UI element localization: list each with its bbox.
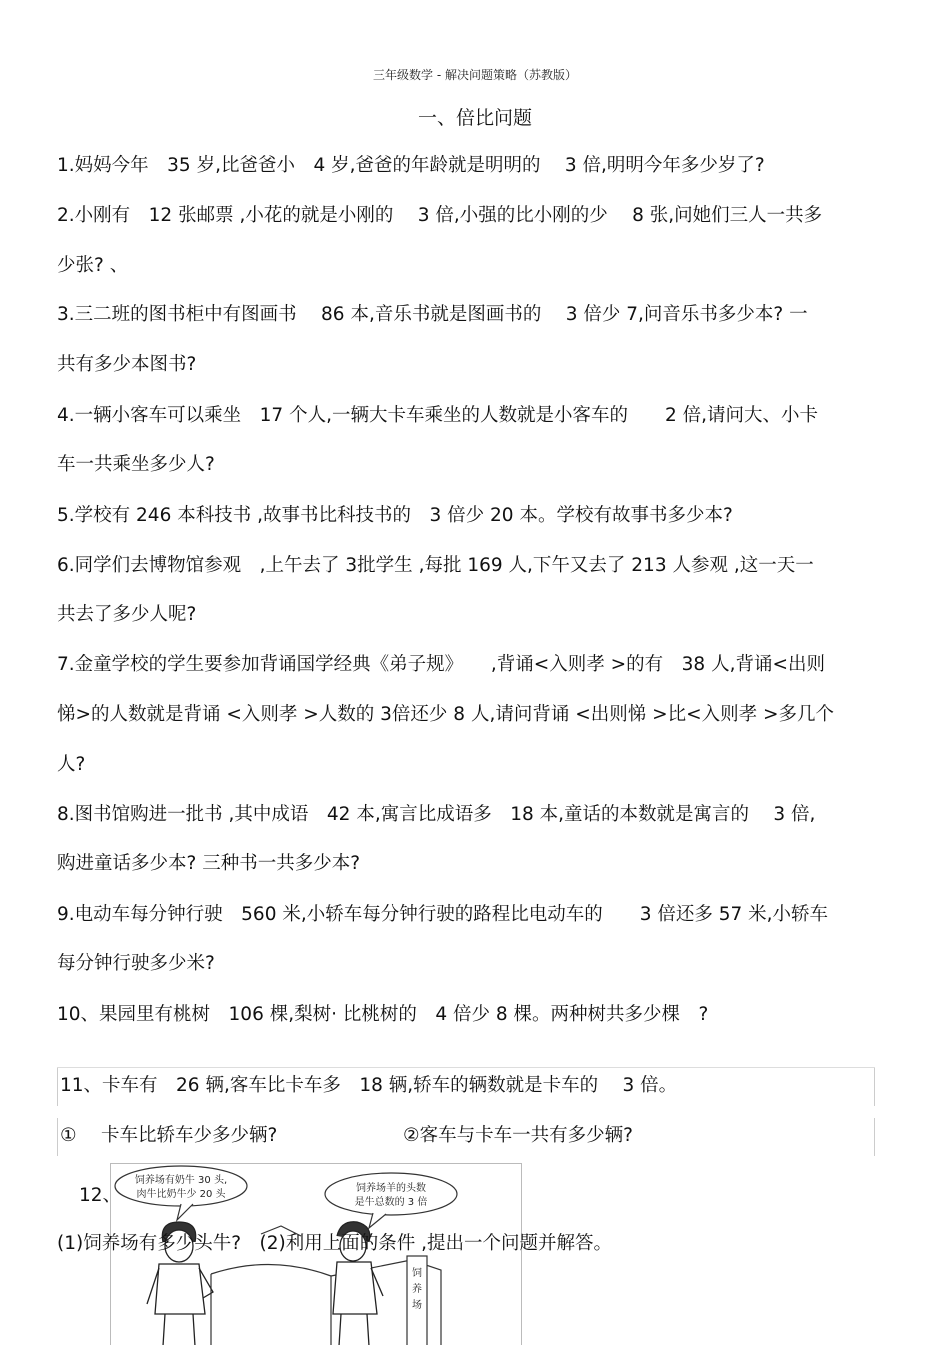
bubble-left-line-2: 肉牛比奶牛少 20 头 xyxy=(136,1189,226,1200)
problem-10-line-1: 10、果园里有桃树 106 棵,梨树· 比桃树的 4 倍少 8 棵。两种树共多少棵 ? xyxy=(57,1004,709,1025)
problem-6-line-2: 共去了多少人呢? xyxy=(57,604,197,625)
problem-5-line-1: 5.学校有 246 本科技书 ,故事书比科技书的 3 倍少 20 本。学校有故事书多少本? xyxy=(57,505,733,526)
problem-4-line-1: 4.一辆小客车可以乘坐 17 个人,一辆大卡车乘坐的人数就是小客车的 2 倍,请问大、小卡 xyxy=(57,405,818,426)
bubble-right-line-2: 是牛总数的 3 倍 xyxy=(354,1197,428,1208)
problem-2-line-2: 少张? 、 xyxy=(57,255,129,276)
bubble-right-line-1: 饲养场羊的头数 xyxy=(356,1183,426,1194)
problem-11-stem-cell xyxy=(57,1068,875,1106)
page-header: 三年级数学 - 解决问题策略（苏教版） xyxy=(373,68,577,82)
sign-char-3: 场 xyxy=(412,1300,422,1311)
problem-3-line-2: 共有多少本图书? xyxy=(57,354,197,375)
problem-8-line-1: 8.图书馆购进一批书 ,其中成语 42 本,寓言比成语多 18 本,童话的本数就是寓言的 3 倍, xyxy=(57,804,816,825)
problem-2-line-1: 2.小刚有 12 张邮票 ,小花的就是小刚的 3 倍,小强的比小刚的少 8 张,问她们三人一共多 xyxy=(57,205,823,226)
problem-11-stem: 11、卡车有 26 辆,客车比卡车多 18 辆,轿车的辆数就是卡车的 3 倍。 xyxy=(60,1075,678,1096)
problem-12-questions: (1)饲养场有多少头牛? (2)利用上面的条件 ,提出一个问题并解答。 xyxy=(57,1233,612,1254)
problem-4-line-2: 车一共乘坐多少人? xyxy=(57,454,215,475)
sign-char-1: 饲 xyxy=(412,1268,422,1279)
problem-11-sub-1: ① 卡车比轿车少多少辆? xyxy=(60,1125,278,1146)
problem-9-line-2: 每分钟行驶多少米? xyxy=(57,953,215,974)
speech-bubble-right-tail xyxy=(369,1213,386,1228)
problem-1-line-1: 1.妈妈今年 35 岁,比爸爸小 4 岁,爸爸的年龄就是明明的 3 倍,明明今年多少岁了? xyxy=(57,155,765,176)
speech-bubble-left xyxy=(115,1166,247,1206)
problem-8-line-2: 购进童话多少本? 三种书一共多少本? xyxy=(57,853,361,874)
speech-bubble-right xyxy=(325,1173,457,1215)
problem-7-line-1: 7.金童学校的学生要参加背诵国学经典《弟子规》 ,背诵<入则孝 >的有 38 人,背诵<出则 xyxy=(57,654,825,675)
problem-3-line-1: 3.三二班的图书柜中有图画书 86 本,音乐书就是图画书的 3 倍少 7,问音乐书多少本? 一 xyxy=(57,304,808,325)
sign-char-2: 养 xyxy=(412,1284,422,1295)
problem-7-line-2: 悌>的人数就是背诵 <入则孝 >人数的 3倍还少 8 人,请问背诵 <出则悌 >比<入则孝 >多几个 xyxy=(57,704,834,725)
page-title: 一、倍比问题 xyxy=(417,107,532,129)
bubble-left-line-1: 饲养场有奶牛 30 头, xyxy=(134,1175,228,1186)
problem-12-number: 12、 xyxy=(79,1185,122,1206)
problem-9-line-1: 9.电动车每分钟行驶 560 米,小轿车每分钟行驶的路程比电动车的 3 倍还多 57 米,小轿车 xyxy=(57,904,829,925)
problem-11-sub-2: ②客车与卡车一共有多少辆? xyxy=(403,1125,633,1146)
problem-6-line-1: 6.同学们去博物馆参观 ,上午去了 3批学生 ,每批 169 人,下午又去了 213 人参观 ,这一天一 xyxy=(57,555,814,576)
problem-11-sub-cell xyxy=(57,1118,875,1156)
problem-7-line-3: 人? xyxy=(57,754,86,775)
